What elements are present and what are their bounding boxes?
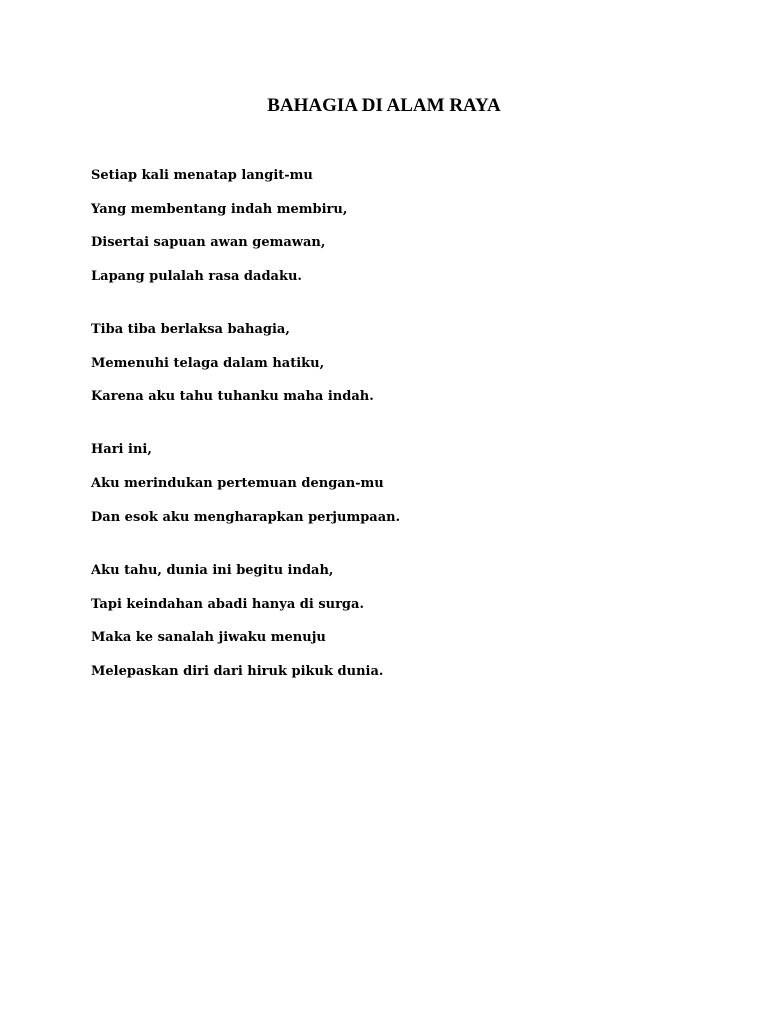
poem-line: Karena aku tahu tuhanku maha indah. [91,389,374,405]
poem-line: Setiap kali menatap langit-mu [91,168,313,183]
poem-line: Yang membentang indah membiru, [91,201,348,217]
poem-body [91,166,691,715]
stanza-2 [91,320,691,407]
poem-line: Maka ke sanalah jiwaku menuju [91,630,326,646]
poem-line: Hari ini, [91,442,152,458]
stanza-3 [91,440,691,527]
poem-line: Dan esok aku mengharapkan perjumpaan. [91,509,401,525]
poem-line: Memenuhi telaga dalam hatiku, [91,355,325,371]
poem-line: Aku tahu, dunia ini begitu indah, [91,562,334,578]
stanza-4 [91,561,691,682]
poem-line: Disertai sapuan awan gemawan, [91,235,326,251]
poem-line: Tapi keindahan abadi hanya di surga. [91,596,364,612]
poem-line: Aku merindukan pertemuan dengan-mu [91,476,384,492]
poem-line: Lapang pulalah rasa dadaku. [91,269,302,285]
poem-title: BAHAGIA DI ALAM RAYA [267,95,501,116]
stanza-1 [91,166,691,287]
poem-line: Melepaskan diri dari hiruk pikuk dunia. [91,663,384,679]
poem-line: Tiba tiba berlaksa bahagia, [91,322,290,338]
